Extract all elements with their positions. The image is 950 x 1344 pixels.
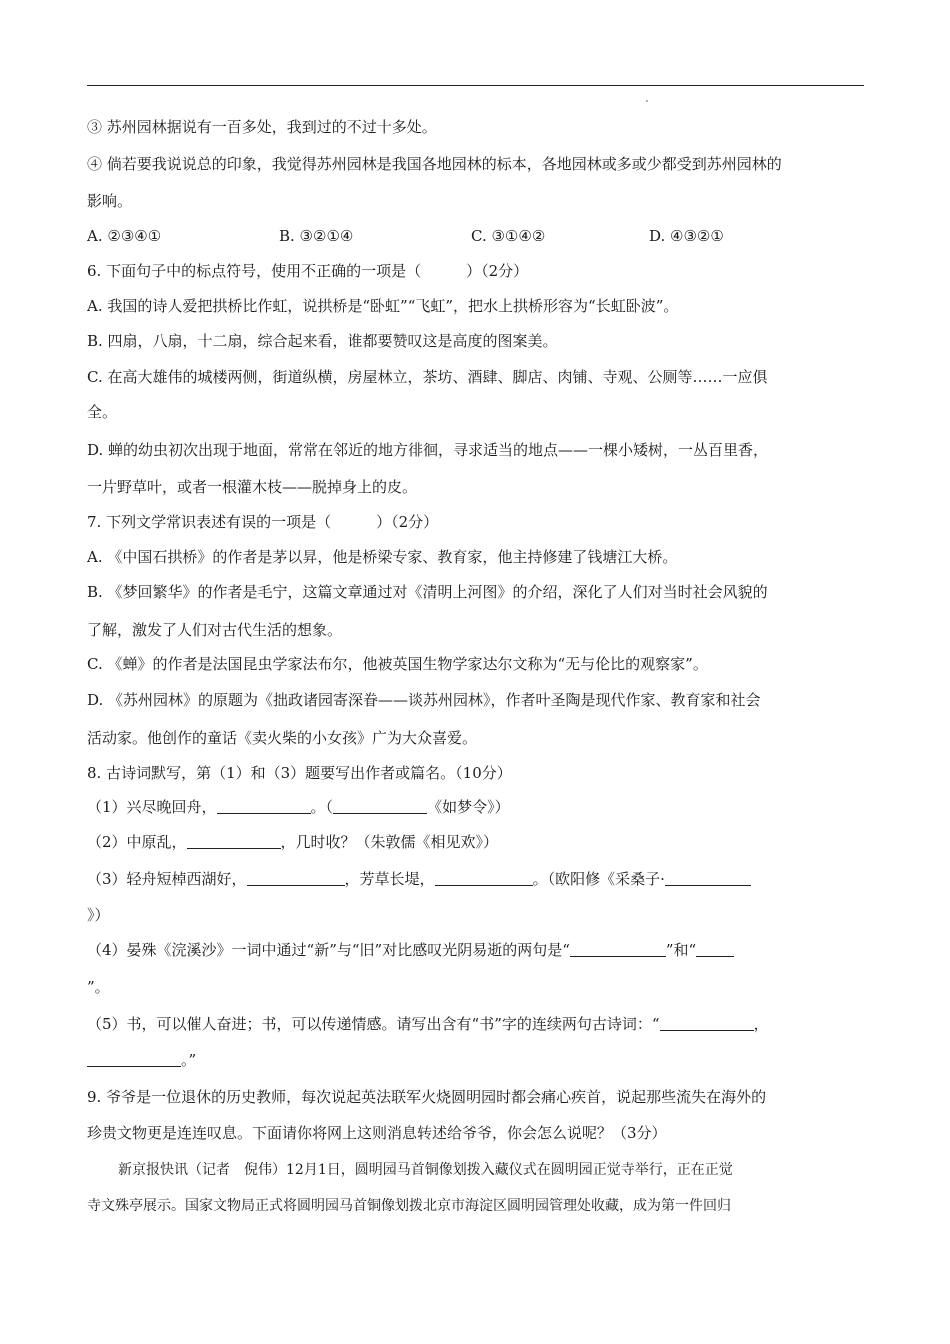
answer-blank[interactable] bbox=[333, 799, 427, 814]
option-a: A. ②③④① bbox=[87, 227, 162, 245]
option-c: C. ③①④② bbox=[471, 227, 546, 245]
q6-option-b: B. 四扇，八扇，十二扇，综合起来看，谁都要赞叹这是高度的图案美。 bbox=[87, 332, 558, 350]
q8-item-3 bbox=[87, 869, 867, 889]
news-paragraph-cont: 寺文殊亭展示。国家文物局正式将圆明园马首铜像划拨北京市海淀区圆明园管理处收藏，成为第一件回归 bbox=[87, 1198, 731, 1214]
q8-item-3-cont: 》） bbox=[87, 906, 110, 924]
answer-blank[interactable] bbox=[435, 871, 533, 886]
q7-option-c: C. 《蝉》的作者是法国昆虫学家法布尔，他被英国生物学家达尔文称为“无与伦比的观察家”。 bbox=[87, 655, 708, 673]
q6-option-c: C. 在高大雄伟的城楼两侧，街道纵横，房屋林立，茶坊、酒肆、脚店、肉铺、寺观、公厕等……一应俱 bbox=[87, 368, 768, 386]
q8-2-text: （2）中原乱， bbox=[87, 833, 187, 851]
q8-item-1 bbox=[87, 797, 867, 817]
question-6: 6. 下面句子中的标点符号，使用不正确的一项是（ ）（2分） bbox=[87, 262, 529, 280]
answer-blank[interactable] bbox=[570, 942, 666, 957]
answer-blank[interactable] bbox=[665, 871, 751, 886]
question-9: 9. 爷爷是一位退休的历史教师，每次说起英法联军火烧圆明园时都会痛心疾首，说起那些流失在海外的 bbox=[87, 1088, 767, 1106]
q8-2-text: ，几时收？（朱敦儒《相见欢》） bbox=[280, 833, 499, 851]
q8-item-5-cont bbox=[87, 1050, 867, 1070]
q8-1-text: 《如梦令》） bbox=[427, 798, 510, 816]
question-9-cont: 珍贵文物更是连连叹息。下面请你将网上这则消息转述给爷爷，你会怎么说呢？（3分） bbox=[87, 1124, 667, 1142]
news-paragraph: 新京报快讯（记者 倪伟）12月1日，圆明园马首铜像划拨入藏仪式在圆明园正觉寺举行，正在正觉 bbox=[118, 1162, 733, 1178]
q8-3-text: ，芳草长堤， bbox=[344, 870, 435, 888]
q8-3-text: （3）轻舟短棹西湖好， bbox=[87, 870, 247, 888]
speck bbox=[646, 100, 648, 102]
question-7: 7. 下列文学常识表述有误的一项是（ ）（2分） bbox=[87, 513, 439, 531]
q8-3-text: 。（欧阳修《采桑子· bbox=[532, 870, 665, 888]
q6-option-d-cont: 一片野草叶，或者一根灌木枝——脱掉身上的皮。 bbox=[87, 478, 418, 496]
question-8: 8. 古诗词默写，第（1）和（3）题要写出作者或篇名。（10分） bbox=[87, 764, 512, 782]
q6-option-d: D. 蝉的幼虫初次出现于地面，常常在邻近的地方徘徊，寻求适当的地点——一棵小矮树，一丛百里香， bbox=[87, 441, 769, 459]
q8-item-5 bbox=[87, 1014, 867, 1034]
q8-5-text: （5）书，可以催人奋进；书，可以传递情感。请写出含有“书”字的连续两句古诗词：“ bbox=[87, 1015, 660, 1033]
q8-5-text: 。” bbox=[181, 1051, 197, 1069]
answer-blank[interactable] bbox=[696, 942, 734, 957]
q5-options bbox=[87, 226, 867, 246]
q6-option-a: A. 我国的诗人爱把拱桥比作虹，说拱桥是“卧虹”“飞虹”，把水上拱桥形容为“长虹卧波”。 bbox=[87, 297, 679, 315]
text-line: 影响。 bbox=[87, 192, 133, 210]
q7-option-b: B. 《梦回繁华》的作者是毛宁，这篇文章通过对《清明上河图》的介绍，深化了人们对当时社会风貌的 bbox=[87, 583, 768, 601]
option-b: B. ③②①④ bbox=[279, 227, 354, 245]
q7-option-b-cont: 了解，激发了人们对古代生活的想象。 bbox=[87, 621, 343, 639]
answer-blank[interactable] bbox=[87, 1052, 181, 1067]
answer-blank[interactable] bbox=[660, 1016, 754, 1031]
q7-option-d-cont: 活动家。他创作的童话《卖火柴的小女孩》广为大众喜爱。 bbox=[87, 729, 478, 747]
text-line: ③ 苏州园林据说有一百多处，我到过的不过十多处。 bbox=[87, 118, 437, 136]
option-d: D. ④③②① bbox=[649, 227, 724, 245]
answer-blank[interactable] bbox=[187, 834, 281, 849]
q8-1-text: （1）兴尽晚回舟， bbox=[87, 798, 217, 816]
q8-4-text: ”。 bbox=[87, 978, 110, 996]
text-line: ④ 倘若要我说说总的印象，我觉得苏州园林是我国各地园林的标本，各地园林或多或少都受到苏州园林的 bbox=[87, 155, 782, 173]
q8-1-text: 。（ bbox=[310, 798, 334, 816]
q8-item-2 bbox=[87, 832, 867, 852]
q7-option-a: A. 《中国石拱桥》的作者是茅以昇，他是桥梁专家、教育家，他主持修建了钱塘江大桥。 bbox=[87, 548, 678, 566]
q8-4-text: （4）晏殊《浣溪沙》一词中通过“新”与“旧”对比感叹光阴易逝的两句是“ bbox=[87, 941, 570, 959]
q6-option-c-cont: 全。 bbox=[87, 403, 118, 421]
header-rule bbox=[87, 85, 864, 86]
answer-blank[interactable] bbox=[247, 871, 345, 886]
q8-item-4-cont bbox=[87, 977, 867, 997]
q8-item-4 bbox=[87, 940, 867, 960]
q8-5-text: ， bbox=[753, 1015, 769, 1033]
q8-4-text: ”和“ bbox=[665, 941, 697, 959]
answer-blank[interactable] bbox=[217, 799, 311, 814]
q7-option-d: D. 《苏州园林》的原题为《拙政诸园寄深眷——谈苏州园林》，作者叶圣陶是现代作家、教育家和社会 bbox=[87, 691, 761, 709]
